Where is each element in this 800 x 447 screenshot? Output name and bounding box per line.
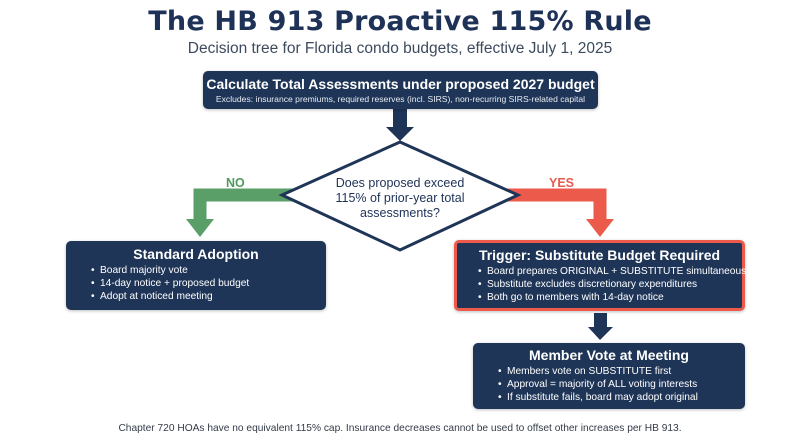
substitute-budget-box: [454, 240, 754, 311]
decision-line: Does proposed exceed: [335, 176, 465, 190]
list-item: • Members vote on SUBSTITUTE first: [507, 365, 735, 378]
standard-adoption-list: [76, 264, 316, 303]
list-item: • Board majority vote: [100, 264, 316, 277]
decision-question: [318, 176, 482, 221]
list-item: • Both go to members with 14-day notice: [487, 291, 732, 304]
list-item: • Approval = majority of ALL voting interests: [507, 378, 735, 391]
arrow-top-to-decision: [386, 109, 414, 141]
standard-adoption-box: [66, 241, 326, 310]
calculate-assessments-note: Excludes: insurance premiums, required reserves (incl. SIRS), non-recurring SIRS-related capital: [215, 94, 586, 104]
member-vote-list: [483, 365, 735, 404]
page-title: The HB 913 Proactive 115% Rule: [148, 6, 652, 37]
member-vote-heading: Member Vote at Meeting: [529, 347, 689, 363]
decision-line: assessments?: [360, 206, 440, 220]
list-item: • If substitute fails, board may adopt original: [507, 391, 735, 404]
substitute-budget-heading: Trigger: Substitute Budget Required: [478, 247, 721, 263]
arrow-trigger-to-vote: [588, 313, 613, 340]
yes-label: YES: [549, 176, 575, 190]
list-item: • Substitute excludes discretionary expenditures: [487, 278, 732, 291]
member-vote-box: [473, 343, 745, 409]
calculate-assessments-heading: Calculate Total Assessments under proposed 2027 budget: [206, 76, 595, 92]
standard-adoption-heading: Standard Adoption: [133, 246, 259, 262]
decision-line: 115% of prior-year total: [335, 191, 465, 205]
list-item: • Adopt at noticed meeting: [100, 290, 316, 303]
list-item: • Board prepares ORIGINAL + SUBSTITUTE simultaneously: [487, 265, 732, 278]
list-item: • 14-day notice + proposed budget: [100, 277, 316, 290]
footer-note: Chapter 720 HOAs have no equivalent 115% cap. Insurance decreases cannot be used to offset other increases per HB 913.: [118, 423, 682, 434]
page-subtitle: Decision tree for Florida condo budgets, effective July 1, 2025: [187, 40, 613, 57]
no-label: NO: [226, 176, 245, 190]
substitute-budget-list: [467, 265, 754, 304]
calculate-assessments-box: [203, 71, 598, 109]
